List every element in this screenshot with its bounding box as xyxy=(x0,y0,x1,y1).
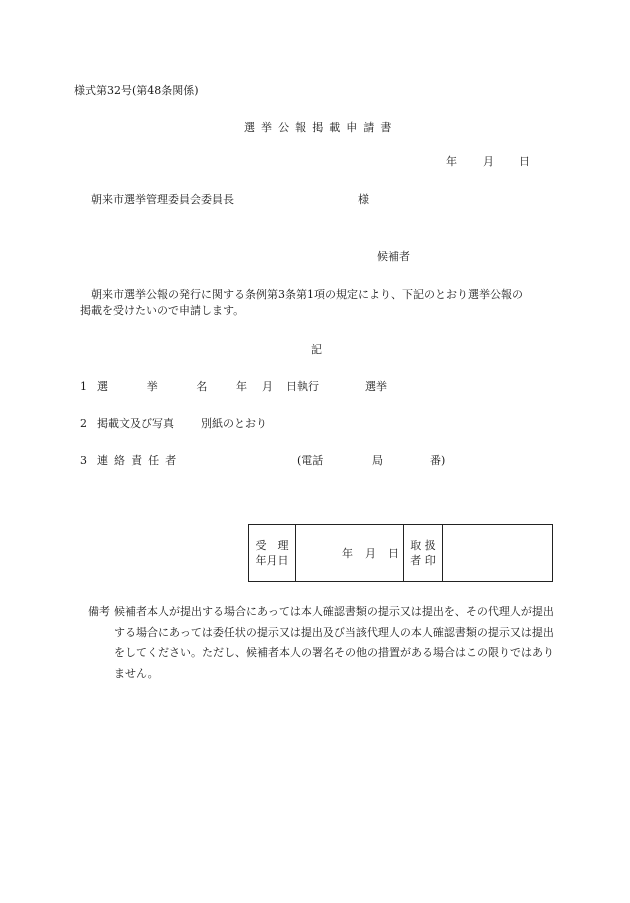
handler-label-line-2: 者 印 xyxy=(410,554,436,567)
statement-line-2: 掲載を受けたいので申請します。 xyxy=(80,304,245,317)
remarks xyxy=(88,602,558,684)
received-label-line-2: 年月日 xyxy=(255,554,289,567)
remarks-text: 候補者本人が提出する場合にあっては本人確認書類の提示又は提出を、その代理人が提出する場合にあっては委任状の提示又は提出及び当該代理人の本人確認書類の提示又は提出をしてください。ただし、候補者本人の署名その他の措置がある場合はこの限りではありません。 xyxy=(114,605,554,680)
received-label-line-1: 受 理 xyxy=(255,539,289,552)
addressee-honorific: 様 xyxy=(358,193,369,206)
item-2-number: 2 xyxy=(80,417,87,430)
item-3-label: 連絡責任者 xyxy=(97,454,183,467)
item-2-label: 掲載文及び写真 xyxy=(97,417,174,430)
statement-line-1: 朝来市選挙公報の発行に関する条例第3条第1項の規定により、下記のとおり選挙公報の xyxy=(91,288,523,301)
item-1-number: 1 xyxy=(80,380,87,393)
item-2-value: 別紙のとおり xyxy=(201,417,267,430)
form-number: 様式第32号(第48条関係) xyxy=(74,84,199,97)
handler-seal-box xyxy=(443,525,553,582)
item-3-kyoku: 局 xyxy=(372,454,383,467)
received-date-label xyxy=(249,525,296,582)
item-1-month: 月 xyxy=(262,380,273,393)
item-3-number: 3 xyxy=(80,454,87,467)
remarks-label: 備考 xyxy=(88,605,110,618)
received-month: 月 xyxy=(365,546,376,560)
received-day: 日 xyxy=(388,546,399,560)
date-month-label: 月 xyxy=(483,155,494,168)
received-date-value xyxy=(296,525,404,582)
ki-heading: 記 xyxy=(311,343,322,356)
date-year-label: 年 xyxy=(446,155,457,168)
item-3-tel-open: (電話 xyxy=(297,454,324,467)
receipt-table xyxy=(248,524,553,582)
date-day-label: 日 xyxy=(519,155,530,168)
handler-seal-label xyxy=(404,525,443,582)
item-3-ban: 番) xyxy=(430,454,446,467)
received-year: 年 xyxy=(342,546,353,560)
item-1-year: 年 xyxy=(236,380,247,393)
page-title: 選挙公報掲載申請書 xyxy=(244,121,398,134)
handler-label-line-1: 取 扱 xyxy=(410,539,436,552)
item-1-label: 選 挙 名 xyxy=(97,380,225,393)
item-1-suffix: 選挙 xyxy=(365,380,387,393)
addressee-name: 朝来市選挙管理委員会委員長 xyxy=(91,193,234,206)
item-1-day: 日執行 xyxy=(286,380,319,393)
candidate-label: 候補者 xyxy=(377,250,410,263)
